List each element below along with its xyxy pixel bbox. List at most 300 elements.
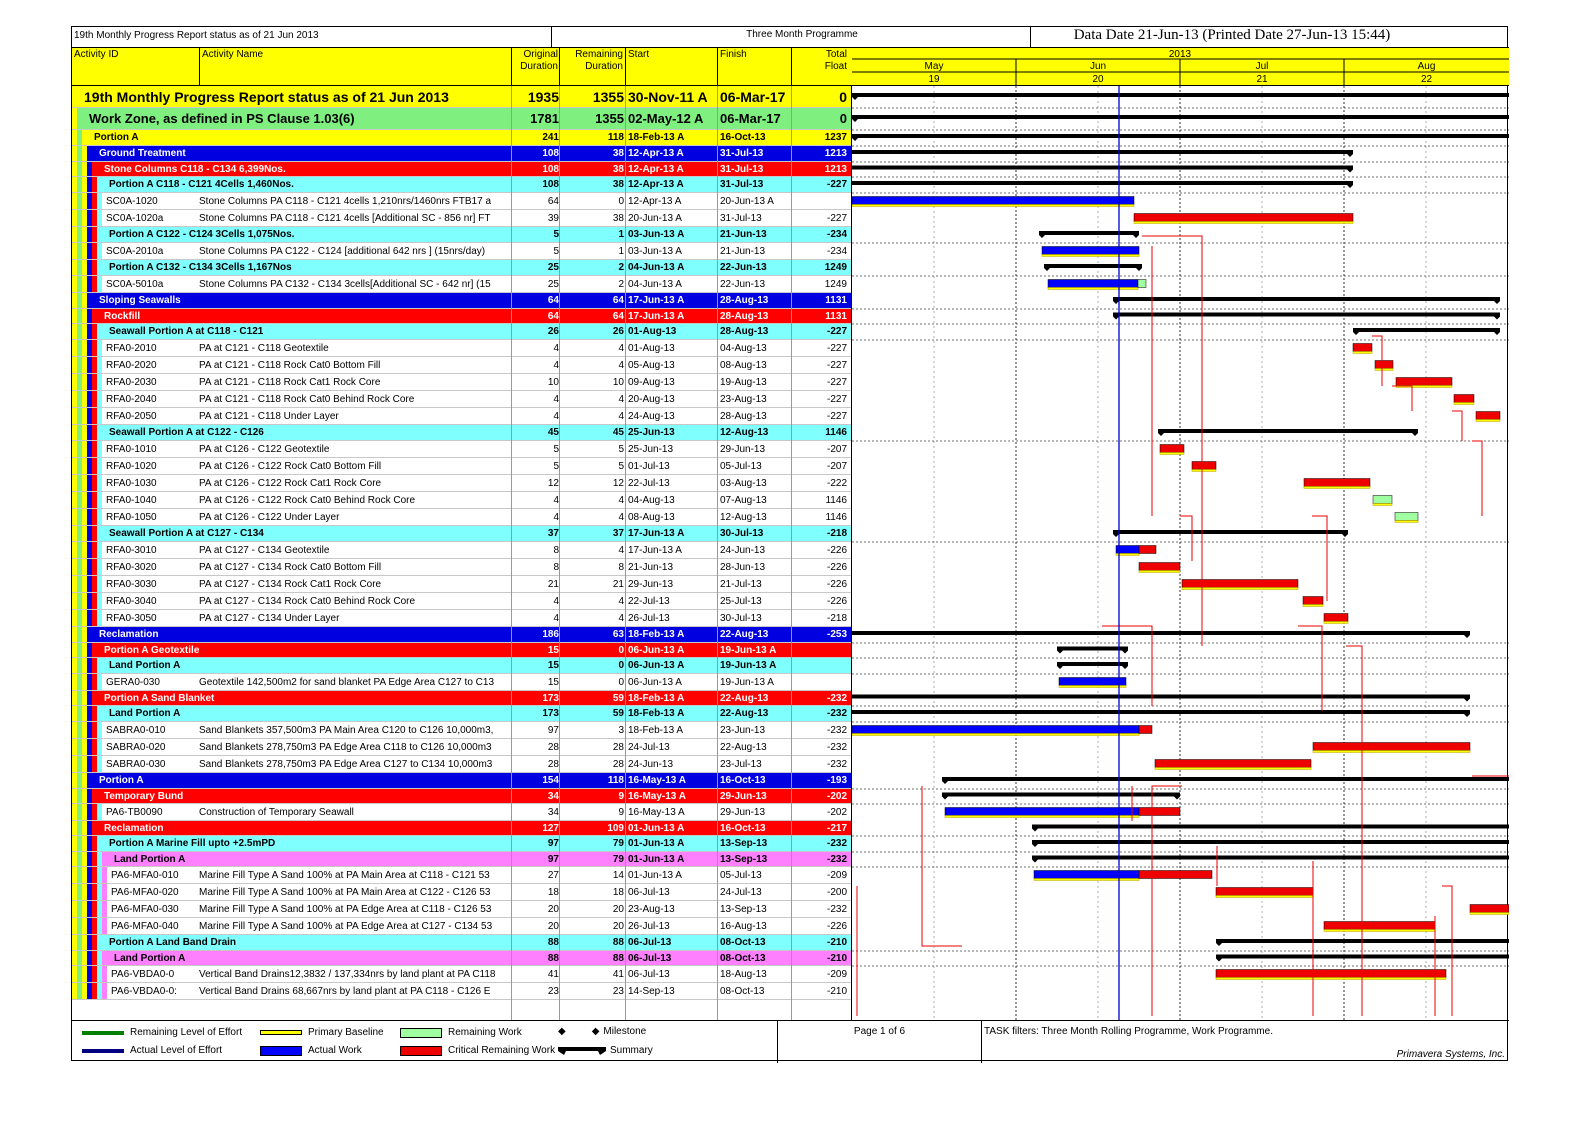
start-date: 06-Jun-13 A <box>628 645 685 656</box>
summary-bar[interactable] <box>852 134 1509 141</box>
start-date: 26-Jul-13 <box>628 921 670 932</box>
total-float: -222 <box>826 478 847 489</box>
actual-work-bar[interactable] <box>1042 247 1139 255</box>
remaining-duration: 4 <box>618 360 624 371</box>
remaining-bar[interactable] <box>1373 496 1392 504</box>
start-date: 20-Aug-13 <box>628 394 675 405</box>
activity-name: Portion A <box>94 132 139 143</box>
critical-bar[interactable] <box>1470 905 1509 913</box>
start-date: 01-Jun-13 A <box>628 870 682 881</box>
task-filters: TASK filters: Three Month Rolling Programme, Work Programme. <box>984 1026 1273 1037</box>
remaining-bar[interactable] <box>1395 513 1418 521</box>
finish-date: 28-Jun-13 <box>720 562 766 573</box>
original-duration: 26 <box>547 326 559 337</box>
activity-id: SABRA0-010 <box>106 725 166 736</box>
activity-row[interactable] <box>72 458 852 475</box>
finish-date: 16-Oct-13 <box>720 775 766 786</box>
activity-row[interactable] <box>72 983 852 1000</box>
finish-date: 31-Jul-13 <box>720 148 764 159</box>
finish-date: 31-Jul-13 <box>720 213 762 224</box>
milestone-icon: ◆ <box>558 1026 566 1037</box>
activity-name: Stone Columns C118 - C134 6,399Nos. <box>104 164 286 175</box>
activity-id: PA6-MFA0-010 <box>111 870 179 881</box>
critical-bar[interactable] <box>1313 743 1470 751</box>
legend-pb-label: Primary Baseline <box>308 1027 384 1038</box>
activity-row[interactable] <box>72 576 852 593</box>
wbs-row[interactable] <box>72 836 852 852</box>
activity-row[interactable] <box>72 901 852 918</box>
finish-date: 13-Sep-13 <box>720 838 768 849</box>
critical-bar[interactable] <box>1324 614 1348 622</box>
activity-row[interactable] <box>72 884 852 901</box>
summary-bar[interactable] <box>1032 825 1509 832</box>
finish-date: 18-Aug-13 <box>720 969 767 980</box>
activity-name: Portion A Marine Fill upto +2.5mPD <box>109 838 276 849</box>
total-float: -226 <box>826 921 847 932</box>
critical-bar[interactable] <box>1396 378 1452 386</box>
critical-bar[interactable] <box>1304 479 1370 487</box>
original-duration: 173 <box>542 693 559 704</box>
summary-bar[interactable] <box>852 181 1353 188</box>
start-date: 22-Jul-13 <box>628 478 670 489</box>
summary-bar[interactable] <box>1044 264 1142 271</box>
wbs-row[interactable] <box>72 852 852 867</box>
activity-row[interactable] <box>72 918 852 935</box>
activity-row[interactable] <box>72 509 852 526</box>
finish-date: 29-Jun-13 <box>720 791 767 802</box>
critical-bar[interactable] <box>1139 546 1156 554</box>
finish-date: 12-Aug-13 <box>720 512 767 523</box>
wbs-row[interactable] <box>72 324 852 340</box>
original-duration: 97 <box>547 725 559 736</box>
baseline-bar <box>1139 571 1180 573</box>
col-original-duration[interactable] <box>512 49 558 73</box>
finish-date: 22-Aug-13 <box>720 708 769 719</box>
col-remaining-duration[interactable] <box>560 49 623 73</box>
wbs-row[interactable] <box>72 691 852 706</box>
activity-name: Stone Columns PA C132 - C134 3cells[Additional SC - 642 nr] (15 <box>199 279 491 290</box>
critical-bar[interactable] <box>1160 445 1184 453</box>
wbs-row[interactable] <box>72 951 852 966</box>
remaining-duration: 79 <box>612 838 624 849</box>
activity-id: RFA0-3050 <box>106 613 157 624</box>
activity-name: PA at C126 - C122 Rock Cat1 Rock Core <box>199 478 382 489</box>
start-date: 05-Aug-13 <box>628 360 675 371</box>
activity-name: PA at C126 - C122 Rock Cat0 Behind Rock Core <box>199 495 416 506</box>
finish-date: 22-Aug-13 <box>720 629 769 640</box>
activity-name: PA at C121 - C118 Under Layer <box>199 411 339 422</box>
start-date: 24-Jun-13 <box>628 759 674 770</box>
finish-date: 06-Mar-17 <box>720 111 781 126</box>
actual-work-bar[interactable] <box>852 197 1134 205</box>
total-float: -207 <box>826 444 847 455</box>
wbs-row[interactable] <box>72 658 852 674</box>
finish-date: 19-Jun-13 A <box>720 660 777 671</box>
activity-id: SC0A-5010a <box>106 279 164 290</box>
critical-bar[interactable] <box>1324 922 1435 930</box>
col-total-label: Total <box>825 49 847 60</box>
critical-bar[interactable] <box>1375 361 1393 369</box>
original-duration: 4 <box>553 596 559 607</box>
total-float: 1213 <box>824 148 847 159</box>
critical-bar[interactable] <box>1303 597 1323 605</box>
wbs-row[interactable] <box>72 86 852 108</box>
activity-row[interactable] <box>72 357 852 374</box>
activity-name: Sloping Seawalls <box>99 295 181 306</box>
remaining-bar[interactable] <box>1138 280 1146 288</box>
remaining-duration: 1 <box>618 246 624 257</box>
activity-name: Sand Blankets 278,750m3 PA Edge Area C118 to C126 10,000m3 <box>199 742 492 753</box>
activity-row[interactable] <box>72 610 852 627</box>
programme-title: Three Month Programme <box>746 29 858 40</box>
original-duration: 64 <box>547 311 559 322</box>
summary-bar[interactable] <box>852 115 1509 122</box>
wbs-row[interactable] <box>72 227 852 243</box>
original-duration: 25 <box>547 279 559 290</box>
remaining-duration: 9 <box>618 807 624 818</box>
activity-name: Temporary Bund <box>104 791 184 802</box>
timescale-week: 21 <box>1256 74 1268 85</box>
total-float: -202 <box>826 791 847 802</box>
activity-name: PA at C127 - C134 Geotextile <box>199 545 330 556</box>
finish-date: 28-Aug-13 <box>720 311 769 322</box>
finish-date: 24-Jun-13 <box>720 545 766 556</box>
col-start[interactable]: Start <box>628 49 650 60</box>
actual-work-bar[interactable] <box>945 808 1139 816</box>
activity-id: RFA0-2030 <box>106 377 157 388</box>
remaining-duration: 0 <box>618 660 624 671</box>
wbs-row[interactable] <box>72 293 852 309</box>
summary-bar[interactable] <box>852 631 1470 638</box>
activity-name: Seawall Portion A at C127 - C134 <box>109 528 264 539</box>
wbs-row[interactable] <box>72 425 852 441</box>
activity-row[interactable] <box>72 193 852 210</box>
legend-aw <box>260 1045 362 1056</box>
activity-row[interactable] <box>72 391 852 408</box>
start-date: 17-Jun-13 A <box>628 545 682 556</box>
summary-bar[interactable] <box>942 793 1180 800</box>
wbs-row[interactable] <box>72 627 852 643</box>
activity-row[interactable] <box>72 340 852 357</box>
col-finish[interactable]: Finish <box>720 49 747 60</box>
total-float: -209 <box>826 870 847 881</box>
critical-bar[interactable] <box>1192 462 1216 470</box>
wbs-row[interactable] <box>72 162 852 177</box>
start-date: 17-Jun-13 A <box>628 528 685 539</box>
activity-name: PA at C127 - C134 Under Layer <box>199 613 340 624</box>
activity-row[interactable] <box>72 408 852 425</box>
critical-bar[interactable] <box>1216 970 1446 978</box>
summary-bar[interactable] <box>1039 231 1139 238</box>
critical-bar[interactable] <box>1182 580 1298 588</box>
legend-rw <box>400 1027 522 1038</box>
original-duration: 4 <box>553 411 559 422</box>
activity-id: RFA0-3010 <box>106 545 157 556</box>
legend-rle-label: Remaining Level of Effort <box>130 1027 243 1038</box>
critical-bar[interactable] <box>1139 563 1180 571</box>
finish-date: 24-Jul-13 <box>720 887 762 898</box>
activity-id: RFA0-2050 <box>106 411 157 422</box>
baseline-bar <box>1034 879 1139 881</box>
finish-date: 08-Oct-13 <box>720 937 766 948</box>
critical-bar[interactable] <box>1139 871 1212 879</box>
activity-row[interactable] <box>72 492 852 509</box>
original-duration: 64 <box>547 196 559 207</box>
relationship-line <box>1472 441 1482 516</box>
activity-row[interactable] <box>72 475 852 492</box>
col-activity-name[interactable]: Activity Name <box>202 49 264 60</box>
critical-bar[interactable] <box>1139 808 1180 816</box>
wbs-row[interactable] <box>72 935 852 951</box>
activity-id: PA6-VBDA0-0 <box>111 969 175 980</box>
wbs-row[interactable] <box>72 130 852 146</box>
summary-bar[interactable] <box>1032 856 1509 863</box>
actual-work-bar[interactable] <box>1059 678 1126 686</box>
timescale-week: 19 <box>928 74 940 85</box>
activity-name: Stone Columns PA C118 - C121 4cells [Additional SC - 856 nr] FT <box>199 213 491 224</box>
activity-row[interactable] <box>72 243 852 260</box>
total-float: 1249 <box>824 279 847 290</box>
summary-bar[interactable] <box>852 150 1353 157</box>
original-duration: 37 <box>547 528 559 539</box>
baseline-bar <box>1324 622 1348 624</box>
total-float: 1146 <box>825 495 847 506</box>
legend-rle <box>82 1027 242 1038</box>
activity-name: Land Portion A <box>114 854 186 865</box>
original-duration: 15 <box>547 677 559 688</box>
original-duration: 21 <box>547 579 559 590</box>
col-activity-id[interactable]: Activity ID <box>74 49 119 60</box>
start-date: 09-Aug-13 <box>628 377 675 388</box>
wbs-row[interactable] <box>72 177 852 193</box>
start-date: 14-Sep-13 <box>628 986 675 997</box>
activity-name: Land Portion A <box>109 708 181 719</box>
activity-row[interactable] <box>72 559 852 576</box>
start-date: 01-Jun-13 A <box>628 854 685 865</box>
critical-bar[interactable] <box>1139 726 1152 734</box>
baseline-bar <box>1134 222 1353 224</box>
remaining-duration: 45 <box>612 427 624 438</box>
wbs-row[interactable] <box>72 526 852 542</box>
start-date: 06-Jul-13 <box>628 969 670 980</box>
activity-name: Portion A <box>99 775 144 786</box>
summary-bar[interactable] <box>942 777 1509 784</box>
legend-pb <box>260 1027 384 1038</box>
activity-name: Seawall Portion A at C118 - C121 <box>109 326 264 337</box>
baseline-bar <box>1059 686 1126 688</box>
activity-name: Stone Columns PA C118 - C121 4cells 1,210nrs/1460nrs FTB17 a <box>199 196 492 207</box>
wbs-row[interactable] <box>72 789 852 804</box>
remaining-duration: 88 <box>612 953 624 964</box>
col-original-label: Original <box>523 49 558 60</box>
start-date: 18-Feb-13 A <box>628 629 685 640</box>
col-total-float[interactable] <box>792 49 847 73</box>
page-number: Page 1 of 6 <box>853 1026 906 1037</box>
original-duration: 5 <box>553 246 559 257</box>
summary-bar[interactable] <box>1032 840 1509 847</box>
start-date: 03-Jun-13 A <box>628 229 685 240</box>
original-duration: 34 <box>547 807 559 818</box>
relationship-line <box>1442 886 1452 1016</box>
total-float: 1237 <box>824 132 847 143</box>
activity-name: Marine Fill Type A Sand 100% at PA Main Area at C122 - C126 53 <box>199 887 491 898</box>
finish-date: 22-Aug-13 <box>720 742 767 753</box>
remaining-duration: 4 <box>618 596 624 607</box>
start-date: 23-Aug-13 <box>628 904 675 915</box>
wbs-row[interactable] <box>72 773 852 789</box>
finish-date: 30-Jul-13 <box>720 528 764 539</box>
remaining-duration: 23 <box>612 986 624 997</box>
activity-row[interactable] <box>72 966 852 983</box>
remaining-duration: 59 <box>612 693 624 704</box>
original-duration: 20 <box>547 921 559 932</box>
total-float: -227 <box>826 343 847 354</box>
timescale-month: May <box>924 61 944 72</box>
summary-bar[interactable] <box>1113 530 1348 537</box>
critical-bar[interactable] <box>1216 888 1313 896</box>
start-date: 17-Jun-13 A <box>628 311 685 322</box>
activity-row[interactable] <box>72 374 852 391</box>
activity-row[interactable] <box>72 674 852 691</box>
timescale-month: Jul <box>1255 61 1269 72</box>
finish-date: 29-Jun-13 <box>720 444 766 455</box>
activity-row[interactable] <box>72 210 852 227</box>
original-duration: 10 <box>547 377 559 388</box>
actual-work-bar[interactable] <box>1048 280 1138 288</box>
original-duration: 28 <box>547 742 559 753</box>
start-date: 01-Aug-13 <box>628 326 677 337</box>
remaining-duration: 0 <box>618 645 624 656</box>
activity-name: Sand Blankets 278,750m3 PA Edge Area C127 to C134 10,000m3 <box>199 759 493 770</box>
remaining-duration: 64 <box>612 311 624 322</box>
activity-name: PA at C126 - C122 Under Layer <box>199 512 340 523</box>
summary-bar[interactable] <box>852 695 1470 702</box>
wbs-row[interactable] <box>72 260 852 276</box>
activity-row[interactable] <box>72 441 852 458</box>
original-duration: 12 <box>547 478 559 489</box>
remaining-duration: 1 <box>618 229 624 240</box>
original-duration: 64 <box>547 295 559 306</box>
summary-bar[interactable] <box>1113 297 1500 304</box>
start-date: 18-Feb-13 A <box>628 708 685 719</box>
start-date: 29-Jun-13 <box>628 579 674 590</box>
legend-ale <box>82 1045 222 1056</box>
start-date: 06-Jun-13 A <box>628 660 685 671</box>
activity-id: PA6-MFA0-020 <box>111 887 179 898</box>
total-float: 1213 <box>824 164 847 175</box>
start-date: 04-Jun-13 A <box>628 279 682 290</box>
activity-row[interactable] <box>72 593 852 610</box>
total-float: 1131 <box>825 295 847 306</box>
activity-table <box>72 86 852 1020</box>
original-duration: 45 <box>547 427 559 438</box>
activity-name: Ground Treatment <box>99 148 186 159</box>
total-float: -218 <box>826 528 847 539</box>
activity-name: Portion A C118 - C121 4Cells 1,460Nos. <box>109 179 294 190</box>
wbs-row[interactable] <box>72 309 852 324</box>
activity-id: SC0A-2010a <box>106 246 164 257</box>
activity-name: Stone Columns PA C122 - C124 [additional 642 nrs ] (15nrs/day) <box>199 246 486 257</box>
activity-row[interactable] <box>72 276 852 293</box>
remaining-duration: 5 <box>618 444 624 455</box>
original-duration: 108 <box>542 164 559 175</box>
activity-name: Reclamation <box>99 629 159 640</box>
original-duration: 39 <box>547 213 559 224</box>
original-duration: 5 <box>553 461 559 472</box>
critical-bar[interactable] <box>1353 344 1372 352</box>
activity-row[interactable] <box>72 739 852 756</box>
summary-bar[interactable] <box>1353 328 1500 335</box>
remaining-duration: 12 <box>612 478 624 489</box>
remaining-duration: 4 <box>618 545 624 556</box>
activity-id: GERA0-030 <box>106 677 160 688</box>
critical-bar[interactable] <box>1476 412 1500 420</box>
remaining-duration: 38 <box>612 179 624 190</box>
legend-footer <box>72 1020 1509 1062</box>
wbs-row[interactable] <box>72 643 852 658</box>
activity-row[interactable] <box>72 756 852 773</box>
summary-bar[interactable] <box>1057 662 1128 669</box>
activity-id: RFA0-1010 <box>106 444 157 455</box>
summary-bar[interactable] <box>852 93 1509 100</box>
activity-name: Construction of Temporary Seawall <box>199 807 354 818</box>
remaining-duration: 4 <box>618 343 624 354</box>
summary-bar[interactable] <box>1158 429 1418 436</box>
remaining-duration: 38 <box>612 213 624 224</box>
critical-bar[interactable] <box>1454 395 1474 403</box>
remaining-duration: 20 <box>612 904 624 915</box>
finish-date: 20-Jun-13 A <box>720 196 774 207</box>
pb-swatch <box>260 1030 302 1035</box>
activity-name: Rockfill <box>104 311 141 322</box>
activity-row[interactable] <box>72 867 852 884</box>
wbs-row[interactable] <box>72 108 852 130</box>
wbs-row[interactable] <box>72 146 852 162</box>
remaining-duration: 5 <box>618 461 624 472</box>
critical-bar[interactable] <box>1155 760 1311 768</box>
activity-row[interactable] <box>72 722 852 739</box>
critical-bar[interactable] <box>1134 214 1353 222</box>
legend-crw <box>400 1045 555 1056</box>
original-duration: 127 <box>542 823 559 834</box>
finish-date: 21-Jul-13 <box>720 579 762 590</box>
remaining-duration: 41 <box>612 969 624 980</box>
summary-bar[interactable] <box>852 166 1353 173</box>
start-date: 24-Jul-13 <box>628 742 670 753</box>
actual-work-bar[interactable] <box>852 726 1139 734</box>
remaining-duration: 8 <box>618 562 624 573</box>
wbs-row[interactable] <box>72 706 852 722</box>
activity-name: Geotextile 142,500m2 for sand blanket PA Edge Area C127 to C13 <box>199 677 495 688</box>
activity-row[interactable] <box>72 542 852 559</box>
original-duration: 241 <box>542 132 559 143</box>
summary-bar[interactable] <box>852 710 1470 717</box>
activity-row[interactable] <box>72 804 852 821</box>
summary-bar[interactable] <box>1113 313 1500 320</box>
finish-date: 30-Jul-13 <box>720 613 762 624</box>
wbs-row[interactable] <box>72 821 852 836</box>
legend-ms <box>558 1026 646 1037</box>
finish-date: 07-Aug-13 <box>720 495 767 506</box>
timescale-header <box>852 48 1509 86</box>
original-duration: 23 <box>547 986 559 997</box>
activity-name: Sand Blankets 357,500m3 PA Main Area C120 to C126 10,000m3, <box>199 725 494 736</box>
summary-bar[interactable] <box>1057 647 1128 654</box>
start-date: 30-Nov-11 A <box>628 89 708 105</box>
col-float-label: Float <box>824 61 847 72</box>
actual-work-bar[interactable] <box>1034 871 1139 879</box>
relationship-line <box>1152 786 1182 1016</box>
